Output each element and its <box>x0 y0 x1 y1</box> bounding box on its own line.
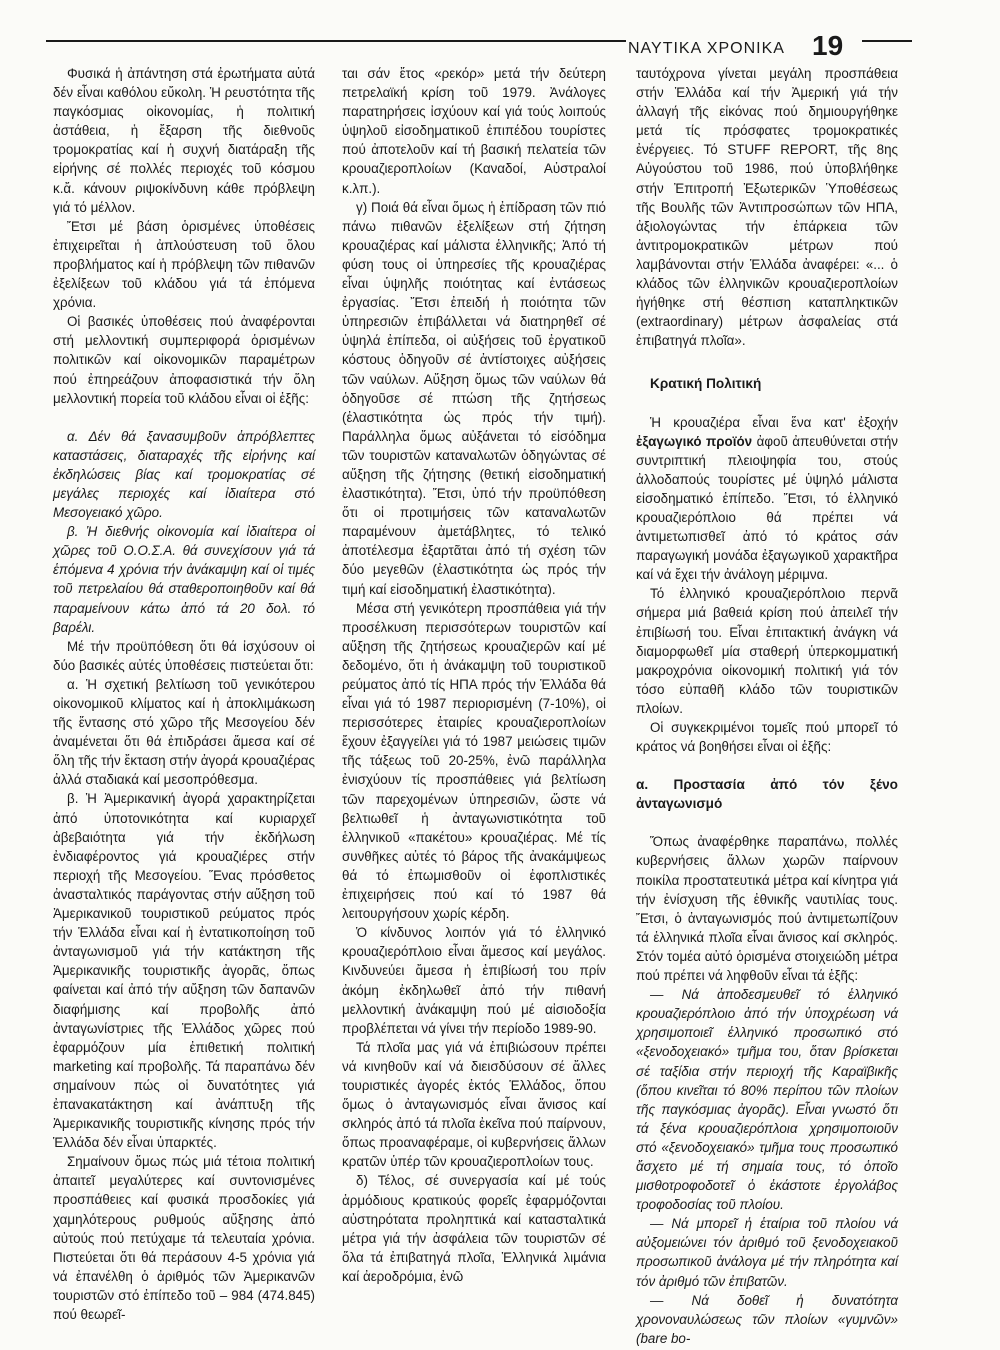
page-number: 19 <box>812 30 844 61</box>
column-3 <box>636 64 898 1348</box>
header-rule-right <box>862 40 912 42</box>
paragraph: Μέσα στή γενικότερη προσπάθεια γιά τήν προσέλκυση περισσότερων τουριστῶν καί αὔξηση τῆς ζητήσεως κρουαζιερῶν καί μέ δεδομένο, ὅτι ἡ ἀνάκαμψη τοῦ τουριστικοῦ ρεύματος ἀπό τίς ΗΠΑ πρός τήν Ἑλλάδα θά εἶναι γιά τό 1987 περιορισμένη (7-10%), οἱ περισσότερες ἑταιρίες κρουαζιεροπλοίων ἔχουν ἐξαγγείλει γιά τό 1987 μειώσεις τιμῶν τῆς τάξεως τοῦ 20-25%, ἐνῶ παράλληλα ἐνισχύουν τίς προσπάθειες γιά βελτίωση τῶν παρεχομένων ὑπηρεσιῶν, ὥστε νά βελτιωθεῖ ἡ ἀνταγωνιστικότητα τοῦ ἑλληνικοῦ «πακέτου» κρουαζιέρας. Μέ τίς συνθῆκες αὐτές τό βάρος τῆς ἀνακάμψεως θά τό ἐπωμισθοῦν οἱ ἐφοπλιστικές ἐπιχειρήσεις πού καί τό 1987 θά λειτουργήσουν χωρίς κέρδη. <box>342 600 606 922</box>
paragraph: Οἱ συγκεκριμένοι τομεῖς πού μπορεῖ τό κράτος νά βοηθήσει εἶναι οἱ ἑξῆς: <box>636 720 898 755</box>
paragraph: ταυτόχρονα γίνεται μεγάλη προσπάθεια στήν Ἑλλάδα καί τήν Ἀμερική γιά τήν ἀλλαγή τῆς εἰκόνας πού δημιουργήθηκε μετά τίς πρόσφατες τρομοκρατικές ἐνέργειες. Τό STUFF REPORT, τῆς 8ης Αὐγούστου τοῦ 1986, πού ὑποβλήθηκε στήν Ἐπιτροπή Ἐξωτερικῶν Ὑποθέσεως τῆς Βουλῆς τῶν Ἀντιπροσώπων τῶν ΗΠΑ, ἀξιολογώντας τήν ἐπάρκεια τῶν ἀντιτρομοκρατικῶν μέτρων πού λαμβάνονται στήν Ἑλλάδα ἀναφέρει: «... ὁ κλάδος τῶν ἑλληνικῶν κρουαζιεροπλοίων ἡγήθηκε στή θέσπιση καταπληκτικῶν (extraordinary) μέτρων ἀσφαλείας στά ἐπιβατηγά πλοῖα». <box>636 66 898 349</box>
paragraph <box>636 413 898 585</box>
paragraph: Οἱ βασικές ὑποθέσεις πού ἀναφέρονται στή μελλοντική συμπεριφορά ὁρισμένων πολιτικῶν καί οἰκονομικῶν παραμέτρων πού ἐπηρεάζουν ἀποφασιστικά τήν ὅλη μελλοντική πορεία τοῦ κλάδου εἶναι οἱ ἑξῆς: <box>53 314 315 406</box>
paragraph: β. Ἡ Ἀμερικανική ἀγορά χαρακτηρίζεται ἀπό ὑποτονικότητα καί κυριαρχεῖ ἀβεβαιότητα γιά τήν ἐκδήλωση ἐνδιαφέροντος γιά κρουαζιέρες στήν περιοχή τῆς Μεσογείου. Ἕνας πρόσθετος ἀνασταλτικός παράγοντας στήν αὔξηση τοῦ Ἀμερικανικοῦ τουριστικοῦ ρεύματος πρός τήν Ἑλλάδα εἶναι καί ἡ ἐντατικοποίηση τοῦ ἀνταγωνισμοῦ γιά τήν κατάκτηση τῆς Ἀμερικανικῆς τουριστικῆς ἀγορᾶς, ὅπως φαίνεται καί ἀπό τήν αὔξηση τῶν δαπανῶν διαφήμισης καί προβολῆς ἀπό ἀνταγωνίστριες τῆς Ἑλλάδος χῶρες πού ἐφαρμόζουν μία ἐπιθετική πολιτική marketing καί προβολῆς. Τά παραπάνω δέν σημαίνουν πώς οἱ δυνατότητες γιά ἐπανακατάκτηση καί ἀνάπτυξη τῆς Ἀμερικανικῆς τουριστικῆς κίνησης πρός τήν Ἑλλάδα δέν εἶναι ὑπαρκτές. <box>53 791 315 1151</box>
assumption-a: α. Δέν θά ξανασυμβοῦν ἀπρόβλεπτες καταστάσεις, διαταραχές τῆς εἰρήνης καί ἐκδηλώσεις βίας καί τρομοκρατίας σέ μεγάλες περιοχές καί ἰδιαίτερα στό Μεσογειακό χῶρο. <box>53 428 315 521</box>
paragraph: γ) Ποιά θά εἶναι ὅμως ἡ ἐπίδραση τῶν πιό πάνω πιθανῶν ἐξελίξεων στή ζήτηση κρουαζιέρας καί μάλιστα ἑλληνικῆς; Ἀπό τή φύση τους οἱ ὑπηρεσίες τῆς κρουαζιέρας εἶναι ὑψηλῆς ποιότητας καί ἐντάσεως ἐργασίας. Ἔτσι ἐπειδή ἡ ποιότητα τῶν ὑπηρεσιῶν ἐπιβάλλεται νά διατηρηθεῖ σέ ὑψηλά ἐπίπεδα, οἱ αὐξήσεις τοῦ ἐργατικοῦ κόστους ὁδηγοῦν σέ ἀντίστοιχες αὐξήσεις τῶν ναύλων. Αὔξηση ὅμως τῶν ναύλων θά ὁδηγοῦσε σέ πτώση τῆς ζητήσεως (ἐλαστικότητα ὡς πρός τήν τιμή). Παράλληλα ὅμως αὐξάνεται τό εἰσόδημα τῶν τουριστῶν καταναλωτῶν ὁδηγώντας σέ αὔξηση τῆς ζήτησης (θετική εἰσοδηματική ἐλαστικότητα). Ἔτσι, ὑπό τήν προϋπόθεση ὅτι οἱ προτιμήσεις τῶν καταναλωτῶν παραμένουν ἀμετάβλητες, τό τελικό ἀποτέλεσμα ἐξαρτᾶται ἀπό τή σχέση τῶν δύο μεγεθῶν (ἐλαστικότητα ὡς πρός τήν τιμή καί εἰσοδηματική ἐλαστικότητα). <box>342 199 606 597</box>
subsection-heading: α. Προστασία ἀπό τόν ξένο ἀνταγωνισμό <box>636 777 898 812</box>
paragraph: Τά πλοῖα μας γιά νά ἐπιβιώσουν πρέπει νά κινηθοῦν καί νά διεισδύσουν σέ ἄλλες τουριστικές ἀγορές ἐκτός Ἑλλάδος, ὅπου ὅμως ὁ ἀνταγωνισμός εἶναι ἄνισος καί σκληρός ἀπό τά πλοῖα ἐκεῖνα πού παίρνουν, ὅπως προαναφέραμε, οἱ κυβερνήσεις ἄλλων κρατῶν ὑπέρ τῶν κρουαζιεροπλοίων τους. <box>342 1039 606 1170</box>
paragraph: Ὁ κίνδυνος λοιπόν γιά τό ἑλληνικό κρουαζιερόπλοιο εἶναι ἄμεσος καί μεγάλος. Κινδυνεύει ἄμεσα ἡ ἐπιβίωσή του πρίν ἀκόμη ἐκδηλωθεῖ ἀπό τήν πιθανή μελλοντική ἀνάκαμψη πού μέ αἰσιοδοξία προβλέπεται νά γίνει τήν περίοδο 1989-90. <box>342 925 606 1036</box>
magazine-title: ΝΑΥΤΙΚΑ ΧΡΟΝΙΚΑ <box>628 40 785 57</box>
measure-item: — Νά μπορεῖ ἡ ἑταίρια τοῦ πλοίου νά αὐξομειώνει τόν ἀριθμό τοῦ ξενοδοχειακοῦ προσωπικοῦ ἀνάλογα μέ τήν πληρότητα καί τόν ἀριθμό τῶν ἐπιβατῶν. <box>636 1216 898 1289</box>
assumption-b: β. Ἡ διεθνής οἰκονομία καί ἰδιαίτερα οἱ χῶρες τοῦ Ο.Ο.Σ.Α. θά συνεχίσουν γιά τά ἑπόμενα 4 χρόνια τήν ἀνάκαμψη καί οἱ τιμές τοῦ πετρελαίου θά σταθεροποιηθοῦν καί θά παραμείνουν κάτω ἀπό τά 20 δολ. τό βαρέλι. <box>53 524 315 635</box>
paragraph: δ) Τέλος, σέ συνεργασία καί μέ τούς ἁρμόδιους κρατικούς φορεῖς ἐφαρμόζονται αὐστηρότατα προληπτικά καί κατασταλτικά μέτρα γιά τήν ἀσφάλεια τῶν τουριστῶν σέ ὅλα τά ἐπιβατηγά πλοῖα, Ἑλληνικά λιμάνια καί ἀεροδρόμια, ἐνῶ <box>342 1173 606 1284</box>
text-run: Ἡ κρουαζιέρα εἶναι ἕνα κατ' ἐξοχήν <box>650 414 898 430</box>
paragraph: Σημαίνουν ὅμως πώς μιά τέτοια πολιτική ἀπαιτεῖ μεγαλύτερες καί συντονισμένες προσπάθειες καί φυσικά προσδοκίες γιά χαμηλότερους ρυθμούς αὔξησης ἀπό αὐτούς πού πετύχαμε τά τελευταία χρόνια. Πιστεύεται ὅτι θά περάσουν 4-5 χρόνια γιά νά ἐπανέλθη ὁ ἀριθμός τῶν Ἀμερικανῶν τουριστῶν στό ἐπίπεδο τοῦ – 984 (474.845) πού θεωρεῖ- <box>53 1154 315 1322</box>
text-run: ἀφοῦ ἀπευθύνεται στήν συντριπτική πλειοψηφία του, στούς ἀλλοδαπούς τουρίστες μέ ὑψηλό μάλιστα εἰσοδηματικό ἐπίπεδο. Ἔτσι, τό ἑλληνικό κρουαζιερόπλοιο θά πρέπει νά ἀντιμετωπισθεῖ ἀπό τό κράτος σάν παραγωγική μονάδα ἐξαγωγικοῦ χαρακτῆρα καί νά ἔχει τήν ἀνάλογη μέριμνα. <box>636 433 898 583</box>
column-2 <box>342 64 606 1286</box>
column-1 <box>53 64 315 1324</box>
paragraph: Ὅπως ἀναφέρθηκε παραπάνω, πολλές κυβερνήσεις ἄλλων χωρῶν παίρνουν ποικίλα προστατευτικά μέτρα καί κίνητρα γιά τήν ἐνίσχυση τῆς ἐθνικῆς ναυτιλίας τους. Ἔτσι, ὁ ἀνταγωνισμός πού ἀντιμετωπίζουν τά ἑλληνικά πλοῖα εἶναι ἄνισος καί σκληρός. Στόν τομέα αὐτό ὁρισμένα στοιχειώδη μέτρα πού πρέπει νά ληφθοῦν εἶναι τά ἑξῆς: <box>636 834 898 984</box>
paragraph: Μέ τήν προϋπόθεση ὅτι θά ἰσχύσουν οἱ δύο βασικές αὐτές ὑποθέσεις πιστεύεται ὅτι: <box>53 638 315 673</box>
paragraph: α. Ἡ σχετική βελτίωση τοῦ γενικότερου οἰκονομικοῦ κλίματος καί ἡ ἀποκλιμάκωση τῆς ἔντασης στό χῶρο τῆς Μεσογείου δέν ἀναμένεται ὅτι θά ἐπιδράσει ἄμεσα καί σέ ὅλη τῆς τήν ἔκταση στήν ἀγορά κρουαζιέρας ἀλλά σταδιακά καί μεσοπρόθεσμα. <box>53 676 315 788</box>
measure-item: — Νά δοθεῖ ἡ δυνατότητα χρονοναυλώσεως τῶν πλοίων «γυμνῶν» (bare bo- <box>636 1292 898 1346</box>
section-heading: Κρατική Πολιτική <box>650 376 762 392</box>
paragraph: Φυσικά ἡ ἀπάντηση στά ἐρωτήματα αὐτά δέν εἶναι καθόλου εὔκολη. Ἡ ρευστότητα τῆς παγκόσμιας οἰκονομίας, ἡ πολιτική ἀστάθεια, ἡ ἔξαρση τῆς διεθνοῦς τρομοκρατίας καί ἡ συχνή διατάραξη τῆς εἰρήνης σέ πολλές περιοχές τοῦ κόσμου κ.ἄ. κάνουν ριψοκίνδυνη κάθε πρόβλεψη γιά τό μέλλον. <box>53 66 315 215</box>
header-rule-left <box>46 40 626 42</box>
measure-item: — Νά ἀποδεσμευθεῖ τό ἑλληνικό κρουαζιερόπλοιο ἀπό τήν ὑποχρέωση νά χρησιμοποιεῖ ἑλληνικό προσωπικό στό «ξενοδοχειακό» τμῆμα του, ὅταν βρίσκεται σέ ταξίδια στήν περιοχή τῆς Καραϊβικῆς (ὅπου κινεῖται τό 80% περίπου τῶν πλοίων τῆς παγκόσμιας ἀγορᾶς). Εἶναι γνωστό ὅτι τά ξένα κρουαζιερόπλοια χρησιμοποιοῦν στό «ξενοδοχειακό» τμῆμα τους προσωπικό ἄσχετο μέ τή σημαία τους, τό ὁποῖο μισθοτροφοδοτεῖ ὁ ἑκάστοτε ἐργολάβος τροφοδοσίας τοῦ πλοίου. <box>636 987 898 1213</box>
paragraph: Τό ἑλληνικό κρουαζιερόπλοιο περνᾶ σήμερα μιά βαθειά κρίση πού ἀπειλεῖ τήν ἐπιβίωσή του. Εἶναι ἐπιτακτική ἀνάγκη νά διαμορφωθεῖ μία σταθερή ὑπερκομματική μακροχρόνια οἰκονομική πολιτική γιά τόν τόσο εὐπαθῆ κλάδο τῶν τουριστικῶν πλοίων. <box>636 586 898 716</box>
bold-term: ἐξαγωγικό προϊόν <box>636 433 753 449</box>
paragraph: ται σάν ἔτος «ρεκόρ» μετά τήν δεύτερη πετρελαϊκή κρίση τοῦ 1979. Ἀνάλογες παρατηρήσεις ἰσχύουν καί γιά τούς λοιπούς ὑψηλοῦ εἰσοδηματικοῦ ἐπιπέδου τουρίστες πού ἀποτελοῦν καί τή βασική πελατεία τῶν κρουαζιεροπλοίων (Καναδοί, Αὐστραλοί κ.λπ.). <box>342 66 606 196</box>
paragraph: Ἔτσι μέ βάση ὁρισμένες ὑποθέσεις ἐπιχειρεῖται ἡ ἀπλούστευση τοῦ ὅλου προβλήματος καί ἡ πρόβλεψη τῶν πιθανῶν ἐξελίξεων τοῦ κλάδου γιά τά ἑπόμενα χρόνια. <box>53 218 315 311</box>
